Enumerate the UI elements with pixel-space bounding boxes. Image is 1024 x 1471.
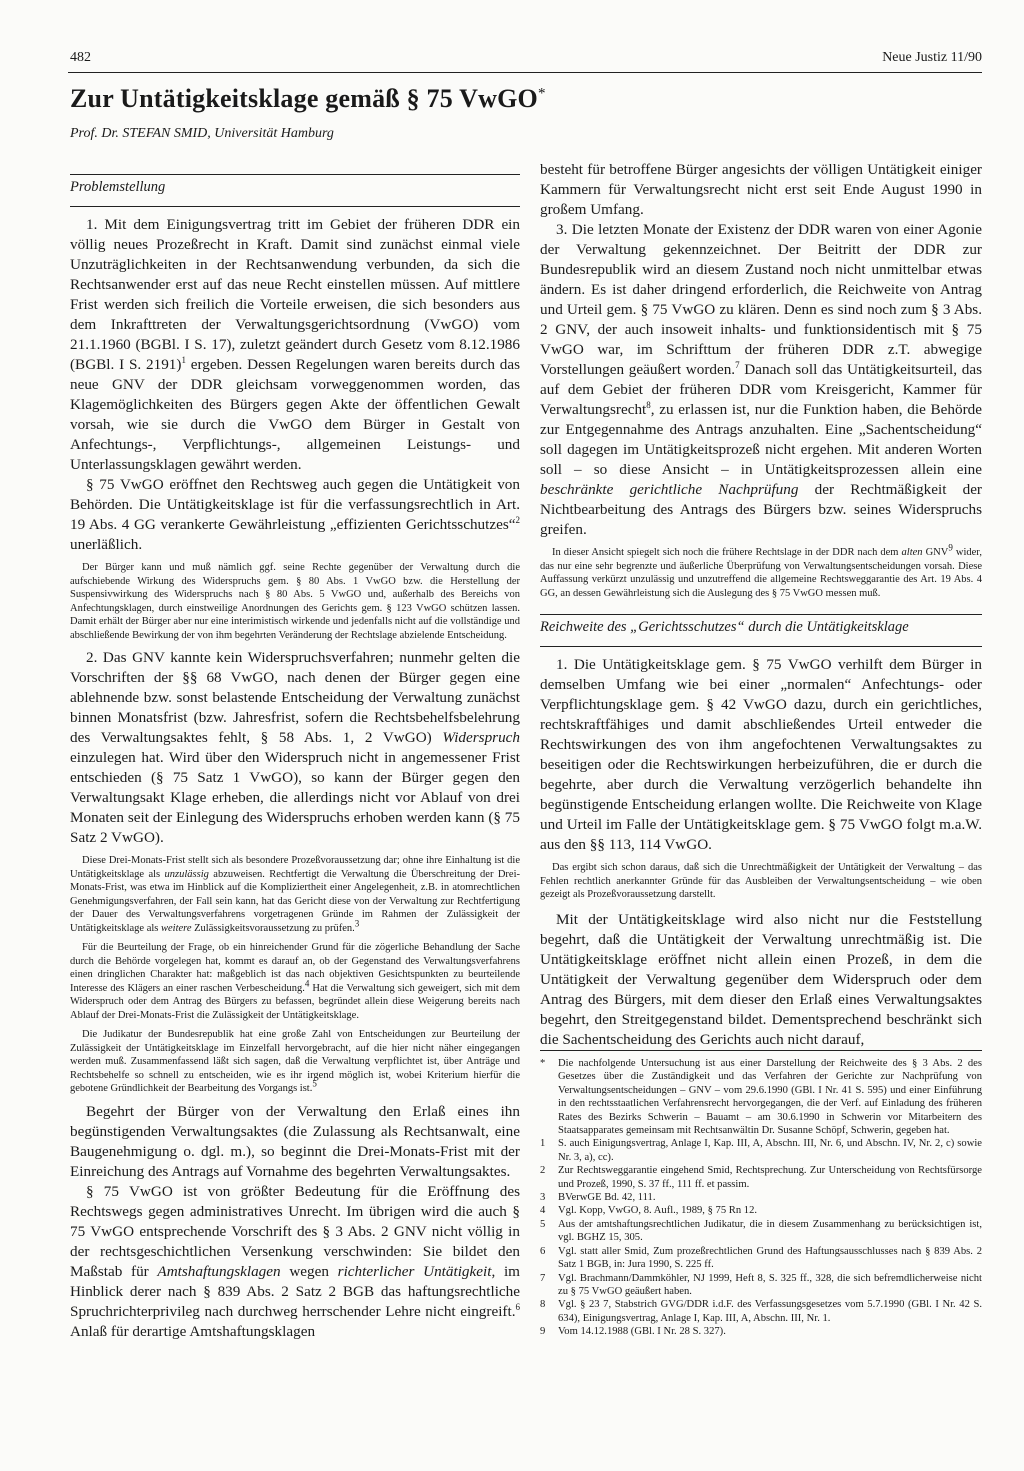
emphasis: unzulässig xyxy=(164,868,209,880)
footnote-text: Vgl. Kopp, VwGO, 8. Aufl., 1989, § 75 Rn 12. xyxy=(558,1205,758,1217)
text-run: Für die Beurteilung der Frage, ob ein hinreichender Grund für die zögerliche Behandlung der Sache durch die Behörde vorgelegen hat, kommt es darauf an, ob der Gegenstand des Verwaltungsverfahrens einen dringlichen Charakter hat: maßgeblich ist das nach objektiven Gesichtspunkten zu beurteilende Interesse des Klägers an einer raschen Verbescheidung. xyxy=(70,942,520,994)
footnote-ref: 3 xyxy=(354,918,360,928)
footnote-ref: 7 xyxy=(735,359,740,370)
text-run: , im Hinblick derer nach § 839 Abs. 2 Satz 2 BGB das haftungsrechtliche Spruchrichterprivileg nach durchweg herrschender Lehre nicht eingreift. xyxy=(70,1262,520,1320)
page-number: 482 xyxy=(70,50,91,65)
footnote xyxy=(540,1164,982,1191)
text-run: 1. Mit dem Einigungsvertrag tritt im Gebiet der früheren DDR ein völlig neues Prozeßrecht in Kraft. Damit sind zunächst einmal viele Unzuträglichkeiten in der Rechtsanwendung verbunden, da sich die Rechtsanwender erst auf das neue Recht einstellen müssen. Auf mittlere Frist werden sich freilich die Vorteile erweisen, die sich besonders aus dem Inkrafttreten der Verwaltungsgerichtsordnung (VwGO) vom 21.1.1960 (BGBl. I S. 17), zuletzt geändert durch Gesetz vom 8.12.1986 (BGBl. I S. 2191) xyxy=(70,216,520,373)
footnote-ref: 9 xyxy=(948,542,953,553)
small-paragraph xyxy=(70,854,520,935)
footnote xyxy=(540,1325,982,1338)
title-footnote-mark: * xyxy=(537,85,546,102)
paragraph: besteht für betroffene Bürger angesichts der völligen Untätigkeit einiger Kammern für Verwaltungsrecht nicht erst seit Ende August 1990 in großem Umfang. xyxy=(540,161,982,218)
paragraph xyxy=(540,220,982,540)
text-run: Diese Drei-Monats-Frist stellt sich als besondere Prozeßvoraussetzung dar; ohne ihre Einhaltung ist die Untätigkeitsklage als xyxy=(70,855,520,880)
small-paragraph xyxy=(70,941,520,1022)
journal-reference: Neue Justiz 11/90 xyxy=(882,50,982,65)
text-run: Hat die Verwaltung sich geweigert, sich mit dem Widerspruch oder dem Antrag des Bürgers zu befassen, begründet allein diese Weigerung bereits nach Ablauf der Drei-Monats-Frist die Zulässigkeit der Untätigkeitsklage. xyxy=(70,982,520,1021)
paragraph xyxy=(70,648,520,848)
footnote-text: S. auch Einigungsvertrag, Anlage I, Kap. III, A, Abschn. III, Nr. 6, und Abschn. IV, Nr. 2, c) sowie Nr. 3, a), cc). xyxy=(558,1138,982,1163)
footnote xyxy=(540,1245,982,1272)
text-run: unerläßlich. xyxy=(70,536,143,553)
emphasis: Widerspruch xyxy=(442,729,521,746)
text-run: , zu erlassen ist, nur die Funktion haben, die Behörde zur Entgegennahme des Antrags anzuhalten. Eine „Sachentscheidung“ soll dagegen im Untätigkeitsprozeß nicht ergehen. Mit anderen Worten soll – so diese Ansicht – in Untätigkeitsprozessen allein eine xyxy=(540,401,982,478)
footnote xyxy=(540,1137,982,1164)
section-rule xyxy=(70,174,520,175)
text-run: der Rechtmäßigkeit der Nichtbearbeitung des Antrags des Bürgers bzw. seines Widerspruchs greifen. xyxy=(540,481,982,538)
section-rule xyxy=(540,614,982,615)
text-run: 3. Die letzten Monate der Existenz der DDR waren von einer Agonie der Verwaltung gekennzeichnet. Der Beitritt der DDR zur Bundesrepublik wird an diesem Zustand noch nicht unmittelbar etwas ändern. Es ist daher dringend erforderlich, die Reichweite von Antrag und Urteil gem. § 75 VwGO zu klären. Denn es sind noch zum § 3 Abs. 2 GNV, der auch insoweit inhalts- und funktionsidentisch mit § 75 VwGO war, im Schrifttum der früheren DDR z.T. abwegige Vorstellungen geäußert worden. xyxy=(540,221,982,378)
footnote-ref: 1 xyxy=(181,354,186,365)
footnote-mark: 9 xyxy=(540,1326,546,1338)
paragraph xyxy=(70,475,520,555)
text-run: wider, das nur eine sehr begrenzte und äußerliche Überprüfung von Verwaltungsentscheidungen vorsah. Diese Auffassung verkürzt unzulässig und unzutreffend die allgemeine Rechtsweggarantie des Art. 19 Abs. 4 GG, an dessen Gewährleistung sich die Auslegung des § 75 VwGO messen muß. xyxy=(540,547,983,599)
title-text: Zur Untätigkeitsklage gemäß § 75 VwGO xyxy=(70,84,538,113)
text-run: GNV xyxy=(922,547,949,558)
right-column xyxy=(540,160,982,1050)
emphasis: weitere xyxy=(160,922,192,934)
paragraph: Begehrt der Bürger von der Verwaltung den Erlaß eines ihn begünstigenden Verwaltungsaktes (die Zulassung als Rechtsanwalt, eine Baugenehmigung o. dgl. m.), so beginnt die Drei-Monats-Frist mit der Einreichung des Antrags auf Vornahme des begehrten Verwaltungsaktes. xyxy=(70,1102,520,1180)
text-run: § 75 VwGO eröffnet den Rechtsweg auch gegen die Untätigkeit von Behörden. Die Untätigkeitsklage ist für die verfassungsrechtlich in Art. 19 Abs. 4 GG verankerte Gewährleistung „effizienten Gerichtsschutzes“ xyxy=(70,476,520,533)
footnote-mark: 4 xyxy=(540,1205,546,1217)
footnote-mark: 5 xyxy=(540,1218,546,1230)
footnote-text: Zur Rechtsweggarantie eingehend Smid, Rechtsprechung. Zur Unterscheidung von Rechtsfürsorge und Prozeß, 1990, S. 37 ff., 111 ff. et passim. xyxy=(558,1165,982,1190)
left-column xyxy=(70,160,520,1342)
text-run: In dieser Ansicht spiegelt sich noch die frühere Rechtslage in der DDR nach dem xyxy=(552,547,899,558)
footnote-text: Vgl. § 23 7, Stabstrich GVG/DDR i.d.F. des Verfassungsgesetzes vom 5.7.1990 (GBl. I Nr. 42 S. 634), Einigungsvertrag, Anlage I, Kap. III, A, Abschn. III, Nr. 1. xyxy=(558,1299,982,1324)
section-heading-reichweite: Reichweite des „Gerichtsschutzes“ durch die Untätigkeitsklage xyxy=(540,619,982,647)
text-run: wegen xyxy=(280,1262,329,1280)
emphasis: beschränkte gerichtliche Nachprüfung xyxy=(540,481,799,498)
paragraph xyxy=(70,1182,520,1342)
footnote-text: Vom 14.12.1988 (GBl. I Nr. 28 S. 327). xyxy=(558,1326,726,1338)
text-run: Zulässigkeitsvoraussetzung zu prüfen. xyxy=(191,922,355,934)
footnote xyxy=(540,1272,982,1299)
section-heading-problemstellung: Problemstellung xyxy=(70,179,520,207)
footnote-mark: 3 xyxy=(540,1192,546,1204)
footnote-ref: 5 xyxy=(312,1078,317,1089)
footnote xyxy=(540,1191,982,1204)
footnote-ref: 6 xyxy=(515,1301,520,1312)
text-run: einzulegen hat. Wird über den Widerspruch nicht in angemessener Frist entschieden (§ 75 Satz 1 VwGO), so kann der Bürger gegen den Verwaltungsakt Klage erheben, die allerdings nicht vor Ablauf von drei Monaten seit der Einlegung des Widerspruchs erhoben werden kann (§ 75 Satz 2 VwGO). xyxy=(70,749,520,846)
footnote-mark: * xyxy=(540,1058,546,1069)
text-run: abzuweisen. Rechtfertigt die Verwaltung die Überschreitung der Drei-Monats-Frist, was etwa im Hinblick auf die Kompliziertheit einer Angelegenheit, z.B. in atomrechtlichen Genehmigungsverfahren, der Fall sein kann, hat das Gericht diese von der Verwaltung zur Rechtfertigung der Dauer des Verwaltungsverfahrens vorgetragenen Gründe im Rahmen der Zulässigkeit der Untätigkeitsklage als xyxy=(70,868,520,934)
footnote-text: Die nachfolgende Untersuchung ist aus einer Darstellung der Reichweite des § 3 Abs. 2 des Gesetzes über die Zuständigkeit und das Verfahren der Gerichte zur Nachprüfung von Verwaltungsentscheidungen – GNV – vom 29.6.1990 (GBl. I Nr. 41 S. 595) und einer Einführung in den rechtsstaatlichen Verfahrensrecht hervorgegangen, die der Verf. auf Einladung des früheren Rates des Bezirks Schwerin – Bauamt – am 30.6.1990 in Schwerin vor Mitarbeitern des Staatsapparates gemeinsam mit Rechtsanwältin Dr. Susanne Schöpf, Schwerin, gegeben hat. xyxy=(558,1058,982,1137)
footnote-mark: 7 xyxy=(540,1272,546,1284)
footnote xyxy=(540,1298,982,1325)
footnote-mark: 6 xyxy=(540,1245,546,1257)
article-title xyxy=(70,84,546,114)
paragraph xyxy=(70,215,520,475)
footnote-mark: 8 xyxy=(540,1299,546,1311)
paragraph: 1. Die Untätigkeitsklage gem. § 75 VwGO verhilft dem Bürger in demselben Umfang wie bei einer „normalen“ Anfechtungs- oder Verpflichtungsklage gem. § 42 VwGO dazu, durch ein gerichtliches, rechtskraftfähiges und damit abschließendes Urteil entweder die Rechtswirkungen des von ihm angefochtenen Verwaltungsaktes zu beseitigen oder die Rechtswirkungen herbeizuführen, die er durch die begehrte, aber durch die Verwaltung verzögerlich behandelte ihn begünstigende Entscheidung erlangen wollte. Die Reichweite von Klage und Urteil im Falle der Untätigkeitsklage gem. § 75 VwGO folgt m.a.W. aus den §§ 113, 114 VwGO. xyxy=(540,656,982,853)
emphasis: richterlicher Untätigkeit xyxy=(337,1262,492,1280)
footnote-text: Vgl. statt aller Smid, Zum prozeßrechtlichen Grund des Haftungsausschlusses nach § 839 Abs. 2 Satz 1 BGB, in: Jura 1990, S. 225 ff. xyxy=(558,1245,982,1271)
footnotes xyxy=(540,1050,982,1339)
text-run: § 75 VwGO ist von größter Bedeutung für die Eröffnung des Rechtswegs gegen administratives Unrecht. Im übrigen wird die auch § 75 VwGO entsprechende Vorschrift des § 3 Abs. 2 GNV nicht völlig in der rechtsgeschichtlichen Versenkung verschwinden: Sie bildet den Maßstab für xyxy=(70,1182,520,1280)
header-rule xyxy=(68,72,982,73)
small-paragraph xyxy=(540,542,983,600)
text-run: ergeben. Dessen Regelungen waren bereits durch das neue GNV der DDR gleichsam vorweggenommen worden, das Klagemöglichkeiten des Bürgers gegen Akte der öffentlichen Gewalt vorsah, wie sie durch die VwGO dem Bürger in Gestalt von Anfechtungs-, Verpflichtungs-, allgemeinen Leistungs- und Unterlassungsklagen gewährt werden. xyxy=(70,356,520,473)
footnote-mark: 1 xyxy=(540,1138,546,1150)
footnote-text: Vgl. Brachmann/Dammköhler, NJ 1999, Heft 8, S. 325 ff., 328, die sich befremdlicherweise nicht zu § 75 VwGO geäußert haben. xyxy=(558,1272,982,1297)
text-run: Danach soll das Untätigkeitsurteil, das auf dem Gebiet der früheren DDR vom Kreisgericht, Kammer für Verwaltungsrecht xyxy=(540,361,982,418)
footnote-text: BVerwGE Bd. 42, 111. xyxy=(558,1192,656,1204)
footnote xyxy=(540,1204,982,1217)
small-paragraph: Das ergibt sich schon daraus, daß sich die Unrechtmäßigkeit der Untätigkeit der Verwaltung – das Fehlen rechtlich anerkannter Gründe für das Ausbleiben der Verwaltungsentscheidung – wie oben gezeigt als Prozeßvoraussetzung darstellt. xyxy=(540,862,982,900)
small-paragraph xyxy=(70,1028,520,1096)
text-run: Die Judikatur der Bundesrepublik hat eine große Zahl von Entscheidungen zur Beurteilung der Zulässigkeit der Untätigkeitsklage im Einzelfall hervorgebracht, auf die hier nicht näher eingegangen werden muß. Zusammenfassend läßt sich sagen, daß die Verwaltung verpflichtet ist, über Anträge und Rechtsbehelfe so schnell zu entscheiden, wie es ihr irgend möglich ist, wobei Kriterium hierfür die gebotene Gründlichkeit der Bearbeitung des Vorgangs ist. xyxy=(70,1029,520,1094)
footnote-mark: 2 xyxy=(540,1165,546,1177)
footnote-ref: 4 xyxy=(304,978,310,988)
footnote-ref: 2 xyxy=(515,514,520,525)
small-paragraph: Der Bürger kann und muß nämlich ggf. seine Rechte gegenüber der Verwaltung durch die aufschiebende Wirkung des Widerspruchs gem. § 80 Abs. 1 VwGO bzw. die Herstellung der Suspensivwirkung des Widerspruchs nach § 80 Abs. 5 VwGO und, außerhalb des Bereichs von Anfechtungsklagen, durch einstweilige Anordnungen des Gerichts gem. § 123 VwGO schützen lassen. Damit erhält der Bürger aber nur eine interimistisch wirkende und jedenfalls nicht auf die vollständige und abschließende Bewirkung der von ihm begehrten Veränderung der Rechtslage abzielende Entscheidung. xyxy=(70,562,520,641)
footnote-text: Aus der amtshaftungsrechtlichen Judikatur, die in diesem Zusammenhang zu berücksichtigen ist, vgl. BGHZ 15, 305. xyxy=(558,1218,982,1244)
footnote-ref: 8 xyxy=(646,399,651,410)
article-author: Prof. Dr. STEFAN SMID, Universität Hamburg xyxy=(70,126,334,141)
emphasis: Amtshaftungsklagen xyxy=(157,1262,281,1280)
emphasis: alten xyxy=(901,547,923,558)
paragraph: Mit der Untätigkeitsklage wird also nicht nur die Feststellung begehrt, daß die Untätigkeit der Verwaltung unrechtmäßig ist. Die Untätigkeitsklage eröffnet nicht allein einen Prozeß, in dem die Untätigkeit der Verwaltung gegenüber dem Widerspruch oder dem Antrag des Bürgers, mit dem dieser den Erlaß eines Verwaltungsaktes begehrt, den Streitgegenstand bildet. Dementsprechend beschränkt sich die Sachentscheidung des Gerichts auch nicht darauf, xyxy=(540,910,982,1048)
text-run: Anlaß für derartige Amtshaftungsklagen xyxy=(70,1322,316,1340)
text-run: 2. Das GNV kannte kein Widerspruchsverfahren; nunmehr gelten die Vorschriften der §§ 68 VwGO, nach denen der Bürger gegen eine ablehnende bzw. sonst belastende Entscheidung der Verwaltung zunächst binnen Monatsfrist (bzw. Jahresfrist, sofern die Rechtsbehelfsbelehrung des Verwaltungsaktes fehlt, § 58 Abs. 1, 2 VwGO) xyxy=(70,649,520,746)
footnote xyxy=(540,1057,982,1137)
footnote xyxy=(540,1218,982,1245)
